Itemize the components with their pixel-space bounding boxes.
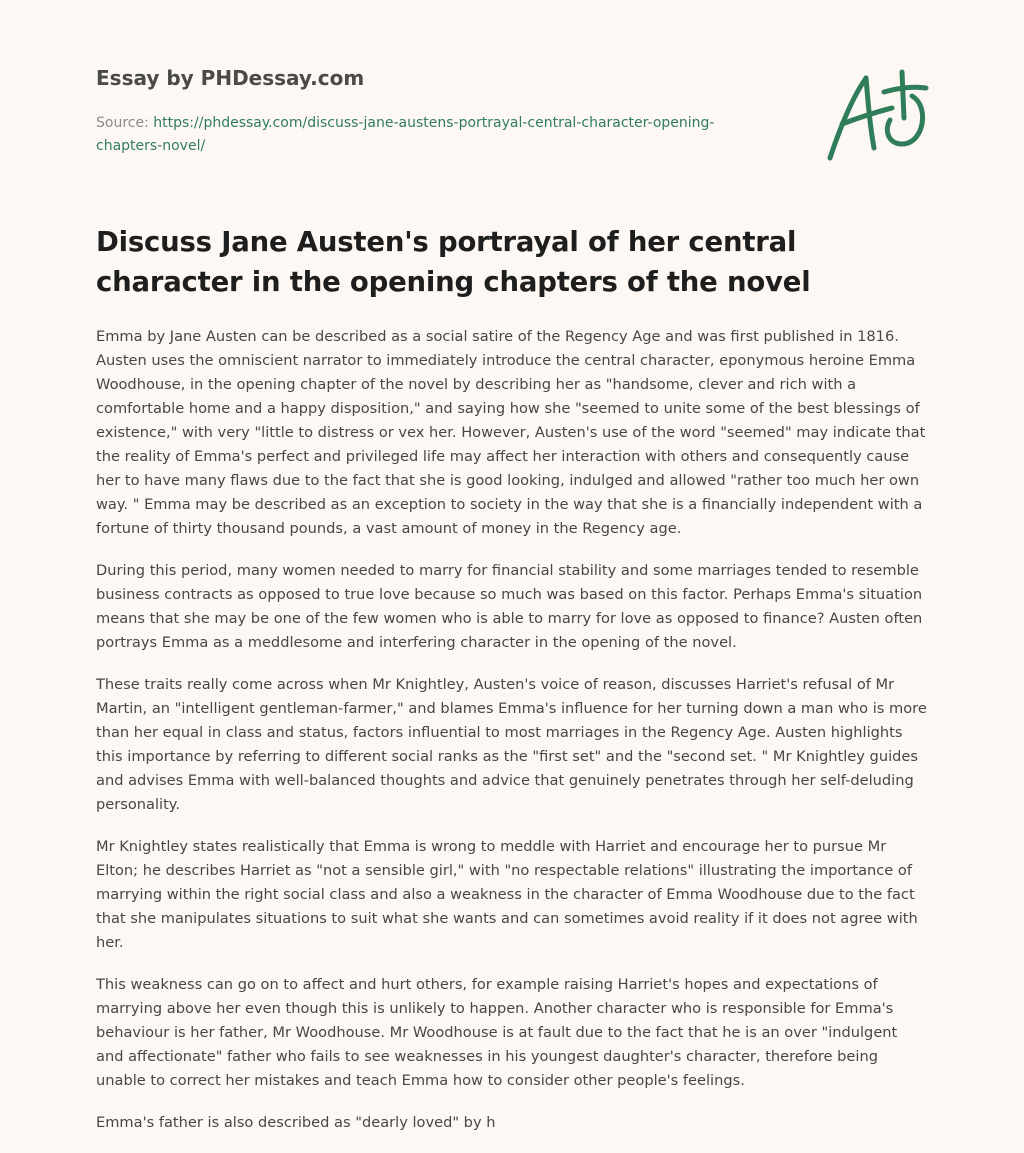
site-brand: Essay by PHDessay.com <box>96 66 365 90</box>
paragraph: Emma by Jane Austen can be described as a social satire of the Regency Age and was first published in 1816. Austen uses the omniscient narrator to immediately introduce the central character, eponymous heroine Emma Woodhouse, in the opening chapter of the novel by describing her as "handsome, clever and rich with a comfortable home and a happy disposition," and saying how she "seemed to unite some of the best blessings of existence," with very "little to distress or vex her. However, Austen's use of the word "seemed" may indicate that the reality of Emma's perfect and privileged life may affect her interaction with others and consequently cause her to have many flaws due to the fact that she is good looking, indulged and allowed "rather too much her own way. " Emma may be described as an exception to society in the way that she is a financially independent with a fortune of thirty thousand pounds, a vast amount of money in the Regency age. <box>96 328 926 537</box>
source-line <box>96 112 776 158</box>
source-link[interactable]: https://phdessay.com/discuss-jane-austens-portrayal-central-character-opening-chapters-novel/ <box>96 115 715 154</box>
page-title: Discuss Jane Austen's portrayal of her central character in the opening chapters of the novel <box>96 226 811 298</box>
paragraph: Mr Knightley states realistically that Emma is wrong to meddle with Harriet and encourage her to pursue Mr Elton; he describes Harriet as "not a sensible girl," with "no respectable relations" illustrating the importance of marrying within the right social class and also a weakness in the character of Emma Woodhouse due to the fact that she manipulates situations to suit what she wants and can sometimes avoid reality if it does not agree with her. <box>96 838 918 951</box>
paragraph: This weakness can go on to affect and hurt others, for example raising Harriet's hopes and expectations of marrying above her even though this is unlikely to happen. Another character who is responsible for Emma's behaviour is her father, Mr Woodhouse. Mr Woodhouse is at fault due to the fact that he is an over "indulgent and affectionate" father who fails to see weaknesses in his youngest daughter's character, therefore being unable to correct her mistakes and teach Emma how to consider other people's feelings. <box>96 976 898 1089</box>
paragraph: Emma's father is also described as "dearly loved" by h <box>96 1114 496 1131</box>
a-plus-grade-icon <box>822 66 932 166</box>
page-header <box>96 64 796 158</box>
source-label: Source: <box>96 115 154 131</box>
paragraph: These traits really come across when Mr Knightley, Austen's voice of reason, discusses Harriet's refusal of Mr Martin, an "intelligent gentleman-farmer," and blames Emma's influence for her turning down a man who is more than her equal in class and status, factors influential to most marriages in the Regency Age. Austen highlights this importance by referring to different social ranks as the "first set" and the "second set. " Mr Knightley guides and advises Emma with well-balanced thoughts and advice that genuinely penetrates through her self-deluding personality. <box>96 676 927 813</box>
article-body <box>96 325 928 1153</box>
paragraph: During this period, many women needed to marry for financial stability and some marriages tended to resemble business contracts as opposed to true love because so much was based on this factor. Perhaps Emma's situation means that she may be one of the few women who is able to marry for love as opposed to finance? Austen often portrays Emma as a meddlesome and interfering character in the opening of the novel. <box>96 562 923 651</box>
